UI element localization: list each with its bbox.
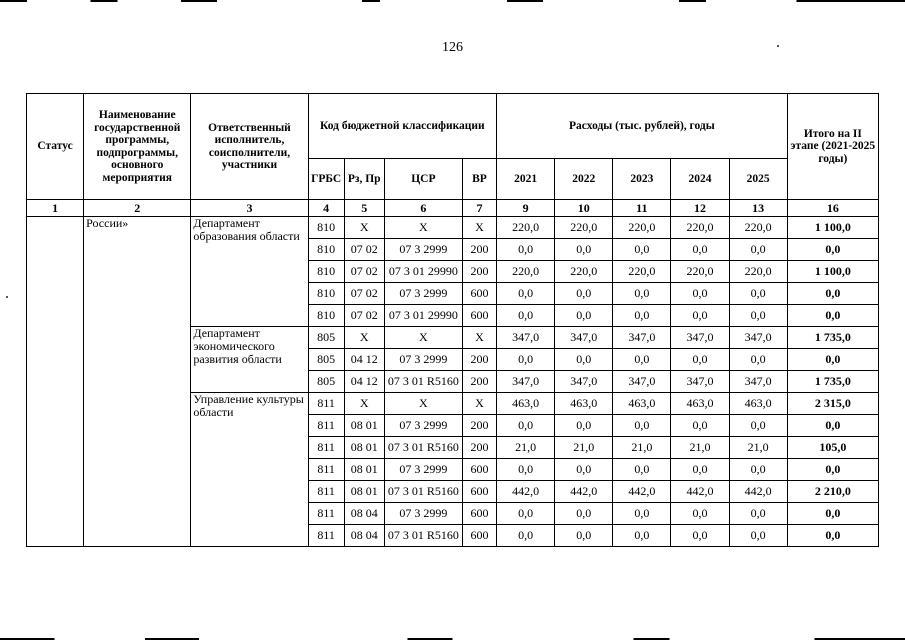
total-cell: 0,0 [787,525,878,547]
header-2023: 2023 [613,159,671,200]
csr-cell: 07 3 2999 [384,239,462,261]
value-2023-cell: 0,0 [613,415,671,437]
value-2025-cell: 0,0 [729,349,787,371]
grbs-cell: 810 [308,239,344,261]
csr-cell: 07 3 2999 [384,415,462,437]
value-2025-cell: 0,0 [729,283,787,305]
value-2021-cell: 0,0 [497,503,555,525]
total-cell: 2 210,0 [787,481,878,503]
vr-cell: 200 [462,261,496,283]
value-2021-cell: 0,0 [497,525,555,547]
value-2023-cell: 0,0 [613,503,671,525]
value-2025-cell: 0,0 [729,415,787,437]
grbs-cell: 810 [308,217,344,239]
value-2025-cell: 463,0 [729,393,787,415]
value-2022-cell: 463,0 [555,393,613,415]
value-2025-cell: 0,0 [729,305,787,327]
vr-cell: 200 [462,349,496,371]
rzpr-cell: 08 04 [344,503,384,525]
value-2025-cell: 0,0 [729,503,787,525]
value-2025-cell: 347,0 [729,327,787,349]
vr-cell: 600 [462,503,496,525]
total-cell: 0,0 [787,415,878,437]
grbs-cell: 805 [308,327,344,349]
grbs-cell: 805 [308,349,344,371]
column-number: 11 [613,200,671,217]
executor-economy: Департамент экономического развития области [191,327,308,393]
total-cell: 0,0 [787,283,878,305]
value-2022-cell: 347,0 [555,371,613,393]
vr-cell: X [462,217,496,239]
header-expenses: Расходы (тыс. рублей), годы [497,94,788,159]
value-2024-cell: 0,0 [671,305,729,327]
value-2025-cell: 0,0 [729,239,787,261]
value-2022-cell: 0,0 [555,415,613,437]
column-number: 16 [787,200,878,217]
value-2025-cell: 220,0 [729,217,787,239]
grbs-cell: 811 [308,525,344,547]
total-cell: 2 315,0 [787,393,878,415]
rzpr-cell: 08 01 [344,481,384,503]
value-2021-cell: 442,0 [497,481,555,503]
value-2021-cell: 0,0 [497,239,555,261]
header-csr: ЦСР [384,159,462,200]
value-2024-cell: 220,0 [671,261,729,283]
page-number: 126 [442,40,463,55]
csr-cell: 07 3 01 29990 [384,261,462,283]
value-2022-cell: 0,0 [555,349,613,371]
header-2024: 2024 [671,159,729,200]
total-cell: 0,0 [787,305,878,327]
value-2021-cell: 0,0 [497,459,555,481]
value-2023-cell: 347,0 [613,371,671,393]
header-budget-code: Код бюджетной классификации [308,94,496,159]
value-2023-cell: 0,0 [613,239,671,261]
vr-cell: X [462,327,496,349]
value-2025-cell: 220,0 [729,261,787,283]
column-number: 6 [384,200,462,217]
table-row [27,217,879,239]
grbs-cell: 810 [308,261,344,283]
grbs-cell: 805 [308,371,344,393]
total-cell: 0,0 [787,459,878,481]
grbs-cell: 810 [308,305,344,327]
value-2022-cell: 442,0 [555,481,613,503]
value-2021-cell: 347,0 [497,327,555,349]
column-number: 5 [344,200,384,217]
column-number: 1 [27,200,84,217]
value-2024-cell: 0,0 [671,239,729,261]
value-2021-cell: 21,0 [497,437,555,459]
grbs-cell: 811 [308,437,344,459]
grbs-cell: 811 [308,481,344,503]
value-2021-cell: 220,0 [497,217,555,239]
column-number: 10 [555,200,613,217]
value-2024-cell: 0,0 [671,525,729,547]
total-cell: 0,0 [787,503,878,525]
grbs-cell: 811 [308,459,344,481]
total-cell: 0,0 [787,239,878,261]
value-2024-cell: 220,0 [671,217,729,239]
total-cell: 105,0 [787,437,878,459]
value-2021-cell: 0,0 [497,349,555,371]
value-2025-cell: 0,0 [729,459,787,481]
csr-cell: X [384,217,462,239]
value-2024-cell: 347,0 [671,327,729,349]
column-number: 7 [462,200,496,217]
value-2025-cell: 0,0 [729,525,787,547]
program-name-cell: России» [84,217,191,547]
total-cell: 1 100,0 [787,217,878,239]
rzpr-cell: 08 01 [344,437,384,459]
column-number: 9 [497,200,555,217]
value-2022-cell: 0,0 [555,459,613,481]
total-cell: 1 735,0 [787,371,878,393]
value-2023-cell: 0,0 [613,525,671,547]
value-2025-cell: 347,0 [729,371,787,393]
column-number: 13 [729,200,787,217]
status-cell [27,217,84,547]
column-number: 12 [671,200,729,217]
vr-cell: 600 [462,305,496,327]
header-2025: 2025 [729,159,787,200]
value-2024-cell: 21,0 [671,437,729,459]
executor-culture: Управление культуры области [191,393,308,547]
value-2023-cell: 463,0 [613,393,671,415]
value-2023-cell: 220,0 [613,261,671,283]
value-2022-cell: 21,0 [555,437,613,459]
vr-cell: X [462,393,496,415]
grbs-cell: 811 [308,415,344,437]
value-2023-cell: 442,0 [613,481,671,503]
rzpr-cell: 08 01 [344,459,384,481]
csr-cell: 07 3 2999 [384,459,462,481]
csr-cell: 07 3 01 R5160 [384,481,462,503]
total-cell: 0,0 [787,349,878,371]
value-2023-cell: 0,0 [613,349,671,371]
grbs-cell: 811 [308,393,344,415]
csr-cell: X [384,327,462,349]
value-2024-cell: 0,0 [671,415,729,437]
rzpr-cell: 08 04 [344,525,384,547]
csr-cell: 07 3 01 29990 [384,305,462,327]
grbs-cell: 811 [308,503,344,525]
value-2021-cell: 0,0 [497,415,555,437]
executor-education: Департамент образования области [191,217,308,327]
value-2023-cell: 0,0 [613,305,671,327]
rzpr-cell: 07 02 [344,283,384,305]
header-2021: 2021 [497,159,555,200]
grbs-cell: 810 [308,283,344,305]
column-number: 2 [84,200,191,217]
value-2023-cell: 0,0 [613,459,671,481]
value-2025-cell: 21,0 [729,437,787,459]
value-2023-cell: 0,0 [613,283,671,305]
value-2024-cell: 0,0 [671,459,729,481]
csr-cell: 07 3 2999 [384,503,462,525]
csr-cell: 07 3 01 R5160 [384,525,462,547]
header-rzpr: Рз, Пр [344,159,384,200]
scan-edge-top [0,0,905,2]
value-2024-cell: 0,0 [671,283,729,305]
value-2023-cell: 347,0 [613,327,671,349]
rzpr-cell: 04 12 [344,349,384,371]
value-2024-cell: 442,0 [671,481,729,503]
csr-cell: 07 3 01 R5160 [384,371,462,393]
value-2021-cell: 0,0 [497,305,555,327]
column-number: 3 [191,200,308,217]
vr-cell: 200 [462,437,496,459]
vr-cell: 600 [462,459,496,481]
value-2024-cell: 347,0 [671,371,729,393]
column-number-row [27,200,879,217]
value-2024-cell: 463,0 [671,393,729,415]
value-2025-cell: 442,0 [729,481,787,503]
header-total: Итого на II этапе (2021-2025 годы) [787,94,878,200]
header-vr: ВР [462,159,496,200]
scan-speck [6,296,8,298]
value-2021-cell: 463,0 [497,393,555,415]
value-2022-cell: 0,0 [555,283,613,305]
budget-table [26,93,879,547]
header-status: Статус [27,94,84,200]
column-number: 4 [308,200,344,217]
vr-cell: 600 [462,481,496,503]
value-2024-cell: 0,0 [671,349,729,371]
vr-cell: 200 [462,371,496,393]
header-2022: 2022 [555,159,613,200]
rzpr-cell: X [344,217,384,239]
vr-cell: 600 [462,525,496,547]
rzpr-cell: X [344,393,384,415]
value-2022-cell: 0,0 [555,525,613,547]
csr-cell: 07 3 2999 [384,349,462,371]
rzpr-cell: X [344,327,384,349]
vr-cell: 200 [462,239,496,261]
header-name: Наименование государственной программы, подпрограммы, основного мероприятия [84,94,191,200]
value-2023-cell: 21,0 [613,437,671,459]
csr-cell: X [384,393,462,415]
value-2022-cell: 0,0 [555,305,613,327]
csr-cell: 07 3 01 R5160 [384,437,462,459]
value-2021-cell: 0,0 [497,283,555,305]
rzpr-cell: 07 02 [344,239,384,261]
value-2022-cell: 220,0 [555,217,613,239]
total-cell: 1 735,0 [787,327,878,349]
rzpr-cell: 07 02 [344,261,384,283]
rzpr-cell: 07 02 [344,305,384,327]
csr-cell: 07 3 2999 [384,283,462,305]
rzpr-cell: 08 01 [344,415,384,437]
value-2023-cell: 220,0 [613,217,671,239]
value-2021-cell: 220,0 [497,261,555,283]
value-2022-cell: 0,0 [555,239,613,261]
value-2022-cell: 0,0 [555,503,613,525]
value-2022-cell: 220,0 [555,261,613,283]
rzpr-cell: 04 12 [344,371,384,393]
vr-cell: 600 [462,283,496,305]
value-2021-cell: 347,0 [497,371,555,393]
value-2024-cell: 0,0 [671,503,729,525]
header-executor: Ответственный исполнитель, соисполнители, участники [191,94,308,200]
value-2022-cell: 347,0 [555,327,613,349]
total-cell: 1 100,0 [787,261,878,283]
header-grbs: ГРБС [308,159,344,200]
vr-cell: 200 [462,415,496,437]
